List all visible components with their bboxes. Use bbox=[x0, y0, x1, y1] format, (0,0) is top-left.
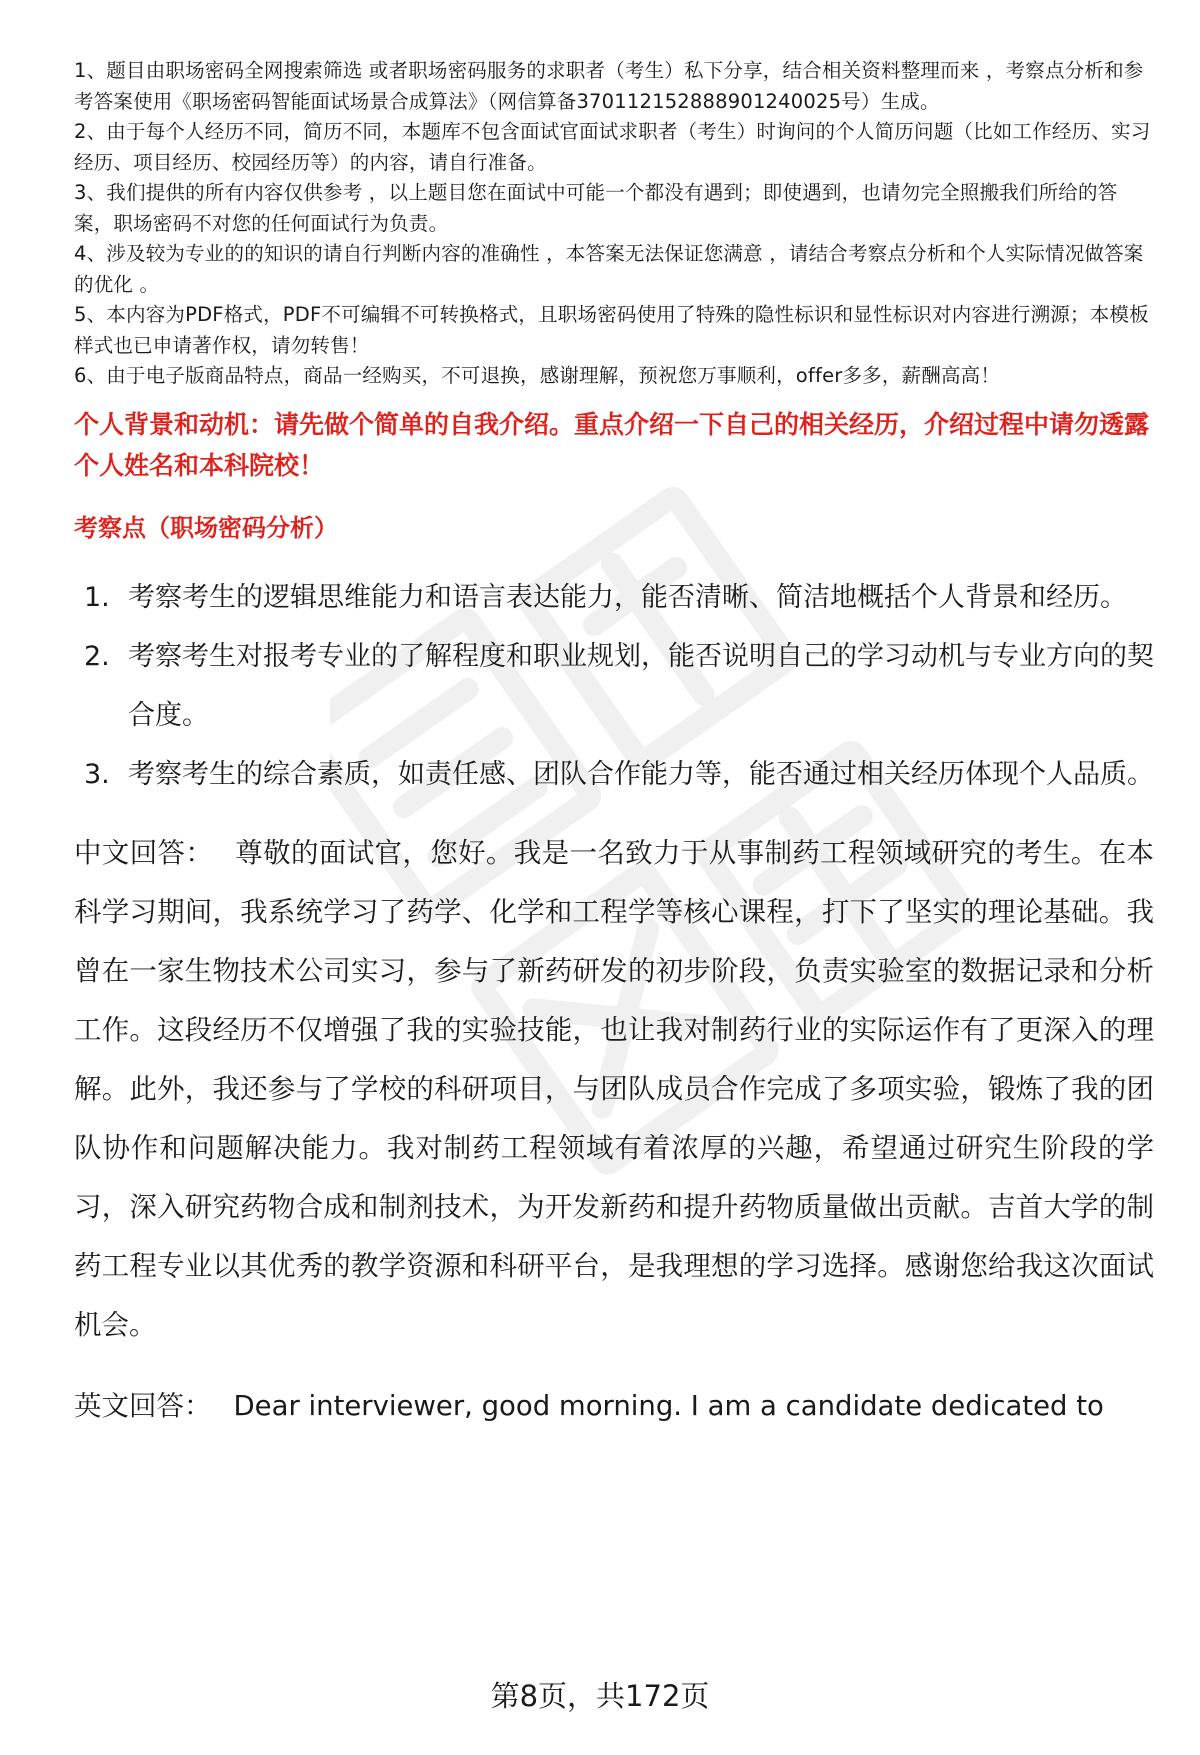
page-number: 第8页，共172页 bbox=[490, 1679, 710, 1713]
note-item: 5、本内容为PDF格式，PDF不可编辑不可转换格式，且职场密码使用了特殊的隐性标识和显性标识对内容进行溯源；本模板样式也已申请著作权，请勿转售！ bbox=[74, 303, 1149, 357]
note-item: 4、涉及较为专业的的知识的请自行判断内容的准确性 ，本答案无法保证您满意 ，请结合考察点分析和个人实际情况做答案的优化 。 bbox=[74, 242, 1144, 296]
point-text: 考察考生对报考专业的了解程度和职业规划，能否说明自己的学习动机与专业方向的契合度。 bbox=[128, 640, 1154, 731]
note-item: 1、题目由职场密码全网搜索筛选 或者职场密码服务的求职者（考生）私下分享，结合相关资料整理而来 ，考察点分析和参考答案使用《职场密码智能面试场景合成算法》（网信算备370112152888901240025号）生成。 bbox=[74, 59, 1144, 113]
point-text: 考察考生的综合素质，如责任感、团队合作能力等，能否通过相关经历体现个人品质。 bbox=[128, 758, 1154, 790]
chinese-answer bbox=[74, 824, 1154, 1355]
point-text: 考察考生的逻辑思维能力和语言表达能力，能否清晰、简洁地概括个人背景和经历。 bbox=[128, 581, 1127, 613]
question-title: 个人背景和动机：请先做个简单的自我介绍。重点介绍一下自己的相关经历，介绍过程中请勿透露个人姓名和本科院校！ bbox=[74, 409, 1150, 480]
point-number: 2. bbox=[84, 640, 110, 672]
analysis-title: 考察点（职场密码分析） bbox=[74, 513, 338, 542]
disclaimer-notes bbox=[74, 56, 1154, 392]
note-item: 6、由于电子版商品特点，商品一经购买，不可退换，感谢理解，预祝您万事顺利，offer多多，薪酬高高！ bbox=[74, 364, 1001, 387]
note-item: 2、由于每个人经历不同，简历不同，本题库不包含面试官面试求职者（考生）时询问的个人简历问题（比如工作经历、实习经历、项目经历、校园经历等）的内容，请自行准备。 bbox=[74, 120, 1151, 174]
point-number: 3. bbox=[84, 758, 110, 790]
analysis-point bbox=[74, 568, 1154, 627]
english-answer bbox=[74, 1377, 1154, 1436]
analysis-points bbox=[74, 568, 1154, 804]
chinese-answer-label: 中文回答： bbox=[74, 836, 214, 869]
document-page bbox=[74, 56, 1154, 1436]
english-answer-label: 英文回答： bbox=[74, 1389, 212, 1422]
analysis-point bbox=[74, 745, 1154, 804]
note-item: 3、我们提供的所有内容仅供参考 ，以上题目您在面试中可能一个都没有遇到；即使遇到，也请勿完全照搬我们所给的答案，职场密码不对您的任何面试行为负责。 bbox=[74, 181, 1118, 235]
analysis-point bbox=[74, 627, 1154, 745]
chinese-answer-text: 尊敬的面试官，您好。我是一名致力于从事制药工程领域研究的考生。在本科学习期间，我系统学习了药学、化学和工程学等核心课程，打下了坚实的理论基础。我曾在一家生物技术公司实习，参与了新药研发的初步阶段，负责实验室的数据记录和分析工作。这段经历不仅增强了我的实验技能，也让我对制药行业的实际运作有了更深入的理解。此外，我还参与了学校的科研项目，与团队成员合作完成了多项实验，锻炼了我的团队协作和问题解决能力。我对制药工程领域有着浓厚的兴趣，希望通过研究生阶段的学习，深入研究药物合成和制剂技术，为开发新药和提升药物质量做出贡献。吉首大学的制药工程专业以其优秀的教学资源和科研平台，是我理想的学习选择。感谢您给我这次面试机会。 bbox=[74, 836, 1155, 1341]
english-answer-text: Dear interviewer, good morning. I am a candidate dedicated to bbox=[233, 1389, 1104, 1422]
point-number: 1. bbox=[84, 581, 110, 613]
